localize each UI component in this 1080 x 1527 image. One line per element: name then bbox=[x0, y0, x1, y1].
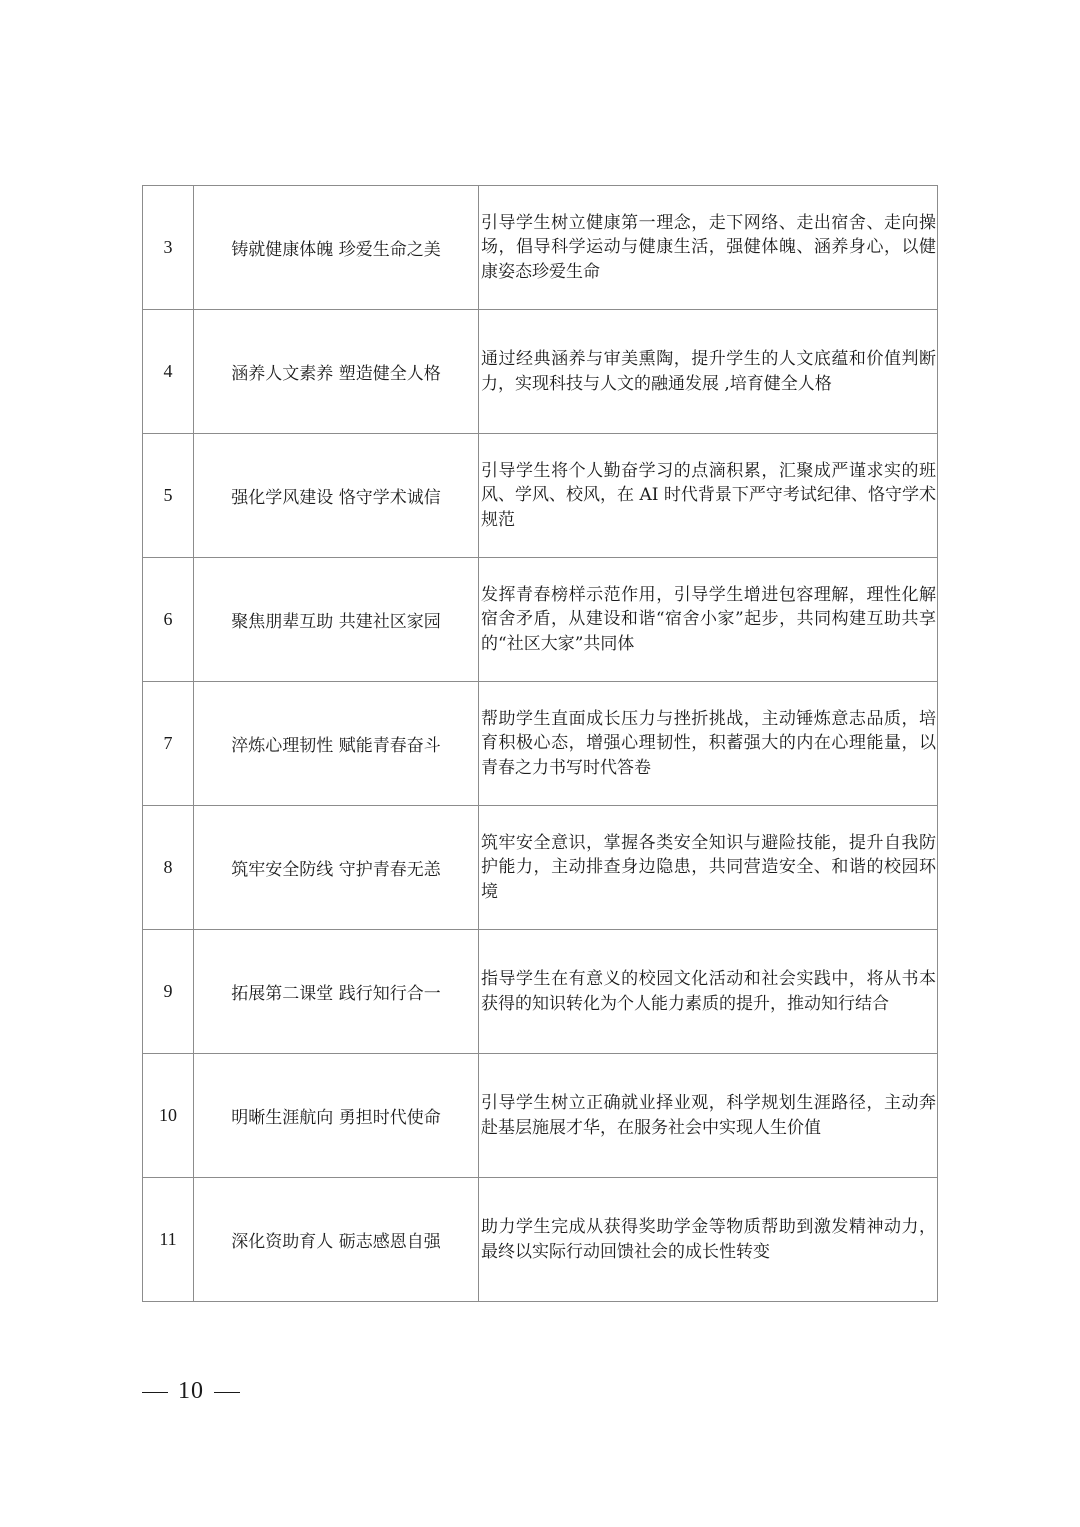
table-row bbox=[143, 186, 938, 310]
row-title: 淬炼心理韧性 赋能青春奋斗 bbox=[194, 682, 479, 806]
dash-left bbox=[142, 1392, 168, 1393]
row-description: 通过经典涵养与审美熏陶，提升学生的人文底蕴和价值判断力，实现科技与人文的融通发展 ,培育健全人格 bbox=[479, 310, 938, 434]
row-number: 11 bbox=[143, 1178, 194, 1302]
row-title: 强化学风建设 恪守学术诚信 bbox=[194, 434, 479, 558]
row-description: 筑牢安全意识，掌握各类安全知识与避险技能，提升自我防护能力，主动排查身边隐患，共同营造安全、和谐的校园环境 bbox=[479, 806, 938, 930]
table-row bbox=[143, 310, 938, 434]
row-number: 6 bbox=[143, 558, 194, 682]
row-title: 涵养人文素养 塑造健全人格 bbox=[194, 310, 479, 434]
row-description: 助力学生完成从获得奖助学金等物质帮助到激发精神动力，最终以实际行动回馈社会的成长性转变 bbox=[479, 1178, 938, 1302]
row-title: 铸就健康体魄 珍爱生命之美 bbox=[194, 186, 479, 310]
row-title: 深化资助育人 砺志感恩自强 bbox=[194, 1178, 479, 1302]
row-title: 筑牢安全防线 守护青春无恙 bbox=[194, 806, 479, 930]
row-title: 聚焦朋辈互助 共建社区家园 bbox=[194, 558, 479, 682]
table-row bbox=[143, 806, 938, 930]
row-description: 引导学生树立健康第一理念，走下网络、走出宿舍、走向操场，倡导科学运动与健康生活，强健体魄、涵养身心，以健康姿态珍爱生命 bbox=[479, 186, 938, 310]
row-number: 10 bbox=[143, 1054, 194, 1178]
table-row bbox=[143, 1054, 938, 1178]
row-number: 3 bbox=[143, 186, 194, 310]
row-description: 指导学生在有意义的校园文化活动和社会实践中，将从书本获得的知识转化为个人能力素质的提升，推动知行结合 bbox=[479, 930, 938, 1054]
row-number: 9 bbox=[143, 930, 194, 1054]
page-footer bbox=[142, 1378, 250, 1405]
row-number: 8 bbox=[143, 806, 194, 930]
dash-right bbox=[214, 1392, 240, 1393]
row-description: 引导学生树立正确就业择业观，科学规划生涯路径，主动奔赴基层施展才华，在服务社会中实现人生价值 bbox=[479, 1054, 938, 1178]
table-row bbox=[143, 930, 938, 1054]
page-number: 10 bbox=[178, 1378, 204, 1404]
row-description: 帮助学生直面成长压力与挫折挑战，主动锤炼意志品质，培育积极心态，增强心理韧性，积蓄强大的内在心理能量，以青春之力书写时代答卷 bbox=[479, 682, 938, 806]
row-number: 5 bbox=[143, 434, 194, 558]
themes-table bbox=[142, 185, 938, 1302]
table-row bbox=[143, 682, 938, 806]
row-number: 4 bbox=[143, 310, 194, 434]
table-row bbox=[143, 558, 938, 682]
table-row bbox=[143, 434, 938, 558]
row-title: 拓展第二课堂 践行知行合一 bbox=[194, 930, 479, 1054]
table-row bbox=[143, 1178, 938, 1302]
row-description: 引导学生将个人勤奋学习的点滴积累，汇聚成严谨求实的班风、学风、校风，在 AI 时代背景下严守考试纪律、恪守学术规范 bbox=[479, 434, 938, 558]
row-description: 发挥青春榜样示范作用，引导学生增进包容理解，理性化解宿舍矛盾，从建设和谐“宿舍小家”起步，共同构建互助共享的“社区大家”共同体 bbox=[479, 558, 938, 682]
row-title: 明晰生涯航向 勇担时代使命 bbox=[194, 1054, 479, 1178]
row-number: 7 bbox=[143, 682, 194, 806]
